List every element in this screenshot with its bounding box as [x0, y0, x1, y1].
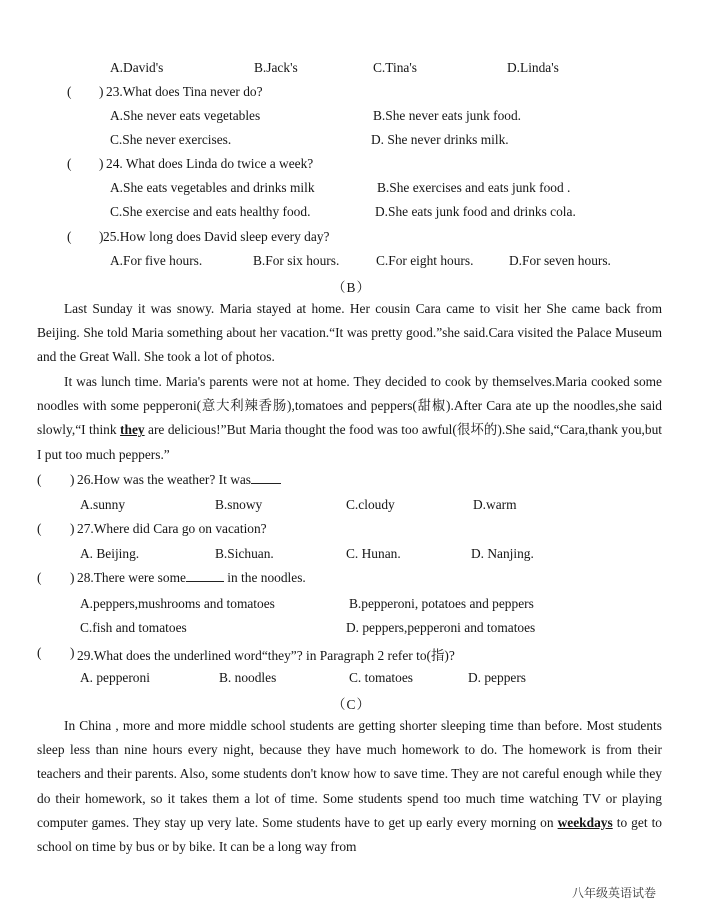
- passage-c-text-start: In China , more and more middle school students are getting shorter sleeping time than before. Most students sleep less than nine hours every night, because they have much homework to do. The homework is from their teachers and their parents. Also, some students don't know how to save time. They are not careful enough while they do their homework, so it takes them a lot of time. Some students spend too much time watching TV or playing computer games. They stay up very late. Some students have to get up early every morning on: [37, 718, 662, 830]
- passage-c-paragraph: [37, 714, 662, 859]
- q28-options-row-1: [0, 596, 703, 618]
- q29-option-a: A. pepperoni: [80, 670, 150, 685]
- q25-option-a: A.For five hours.: [110, 253, 203, 268]
- section-c-heading: （C）: [332, 697, 371, 712]
- section-b-heading: （B）: [332, 280, 371, 295]
- q23-stem-row: [0, 84, 703, 106]
- q26-options-row: [0, 497, 703, 519]
- q22-option-c: C.Tina's: [373, 60, 417, 75]
- q28-stem-text-end: in the noodles.: [223, 570, 306, 585]
- q29-stem: 29.What does the underlined word“they”? in Paragraph 2 refer to(指)?: [77, 648, 455, 663]
- page-footer: 八年级英语试卷: [572, 886, 657, 900]
- passage-b-paragraph-1: Last Sunday it was snowy. Maria stayed at home. Her cousin Cara came to visit her She came back from Beijing. She told Maria something about her vacation.“It was pretty good.”she said.Cara visited the Palace Museum and the Great Wall. She took a lot of photos.: [37, 301, 662, 365]
- q27-option-d: D. Nanjing.: [471, 546, 534, 561]
- section-c-heading-row: [0, 694, 703, 716]
- q26-option-b: B.snowy: [215, 497, 263, 512]
- paragraph-2-text-end: are delicious!”But Maria thought the food was too awful(很坏的).She said,“Cara,thank you,but I put too much peppers.”: [37, 422, 662, 462]
- q23-option-c: C.She never exercises.: [110, 132, 232, 147]
- q28-stem-row: [0, 570, 703, 592]
- q23-option-d: D. She never drinks milk.: [371, 132, 509, 147]
- answer-paren-close: ): [70, 472, 75, 487]
- q28-options-row-2: [0, 620, 703, 642]
- q23-option-a: A.She never eats vegetables: [110, 108, 261, 123]
- q29-option-d: D. peppers: [468, 670, 527, 685]
- q28-stem: [77, 570, 306, 586]
- answer-paren-close: ): [99, 229, 104, 244]
- q26-stem-row: [0, 472, 703, 494]
- answer-paren-open: (: [67, 84, 72, 99]
- q27-option-c: C. Hunan.: [346, 546, 401, 561]
- q24-option-d: D.She eats junk food and drinks cola.: [375, 204, 576, 219]
- answer-paren-open: (: [67, 156, 72, 171]
- q24-options-row-1: [0, 180, 703, 202]
- q25-options-row: [0, 253, 703, 275]
- q28-option-d: D. peppers,pepperoni and tomatoes: [346, 620, 536, 635]
- underlined-word-weekdays: weekdays: [557, 814, 613, 830]
- q25-stem: 25.How long does David sleep every day?: [103, 229, 330, 244]
- q27-stem: 27.Where did Cara go on vacation?: [77, 521, 267, 536]
- answer-paren-open: (: [37, 472, 42, 487]
- q24-option-c: C.She exercise and eats healthy food.: [110, 204, 311, 219]
- paragraph-2-text-start: It was lunch time. Maria's parents were not at home. They decided to cook by themselves.Maria cooked some noodles with some pepperoni(意大利辣香肠),tomatoes and peppers(甜椒).After Cara ate up the noodles,she said slowly,“I think: [37, 374, 662, 438]
- q22-option-b: B.Jack's: [254, 60, 298, 75]
- q27-options-row: [0, 546, 703, 568]
- answer-paren-open: (: [67, 229, 72, 244]
- answer-paren-close: ): [70, 645, 75, 660]
- answer-paren-close: ): [99, 156, 104, 171]
- q24-option-a: A.She eats vegetables and drinks milk: [110, 180, 315, 195]
- q26-option-a: A.sunny: [80, 497, 126, 512]
- passage-b-paragraph-2: [37, 370, 662, 467]
- q27-option-a: A. Beijing.: [80, 546, 140, 561]
- answer-paren-open: (: [37, 645, 42, 660]
- answer-blank: [186, 570, 224, 582]
- q28-option-c: C.fish and tomatoes: [80, 620, 187, 635]
- answer-paren-close: ): [70, 570, 75, 585]
- q26-option-d: D.warm: [473, 497, 517, 512]
- answer-paren-open: (: [37, 570, 42, 585]
- q27-stem-row: [0, 521, 703, 543]
- q28-stem-text: 28.There were some: [77, 570, 186, 585]
- q25-stem-row: [0, 229, 703, 251]
- section-b-heading-row: [0, 277, 703, 299]
- answer-paren-close: ): [70, 521, 75, 536]
- q28-option-a: A.peppers,mushrooms and tomatoes: [80, 596, 275, 611]
- q29-stem-row: [0, 645, 703, 667]
- q27-option-b: B.Sichuan.: [215, 546, 274, 561]
- q24-stem-row: [0, 156, 703, 178]
- answer-paren-close: ): [99, 84, 104, 99]
- q23-option-b: B.She never eats junk food.: [373, 108, 522, 123]
- passage-c-text-end: to get to school on time by bus or by bike. It can be a long way from: [37, 814, 662, 855]
- q23-options-row-2: [0, 132, 703, 154]
- q23-stem: 23.What does Tina never do?: [106, 84, 263, 99]
- q29-option-c: C. tomatoes: [349, 670, 413, 685]
- q22-options-row: [0, 60, 703, 82]
- q22-option-d: D.Linda's: [507, 60, 559, 75]
- q29-options-row: [0, 670, 703, 692]
- answer-paren-open: (: [37, 521, 42, 536]
- q23-options-row-1: [0, 108, 703, 130]
- q24-stem: 24. What does Linda do twice a week?: [106, 156, 314, 171]
- q28-option-b: B.pepperoni, potatoes and peppers: [349, 596, 534, 611]
- q26-option-c: C.cloudy: [346, 497, 395, 512]
- answer-blank: [251, 472, 281, 484]
- q24-option-b: B.She exercises and eats junk food .: [377, 180, 571, 195]
- q29-option-b: B. noodles: [219, 670, 277, 685]
- q25-option-b: B.For six hours.: [253, 253, 340, 268]
- q26-stem-text: 26.How was the weather? It was: [77, 472, 252, 487]
- q26-stem: [77, 472, 281, 488]
- q25-option-c: C.For eight hours.: [376, 253, 474, 268]
- q24-options-row-2: [0, 204, 703, 226]
- q22-option-a: A.David's: [110, 60, 164, 75]
- underlined-word-they: they: [120, 422, 145, 438]
- q25-option-d: D.For seven hours.: [509, 253, 611, 268]
